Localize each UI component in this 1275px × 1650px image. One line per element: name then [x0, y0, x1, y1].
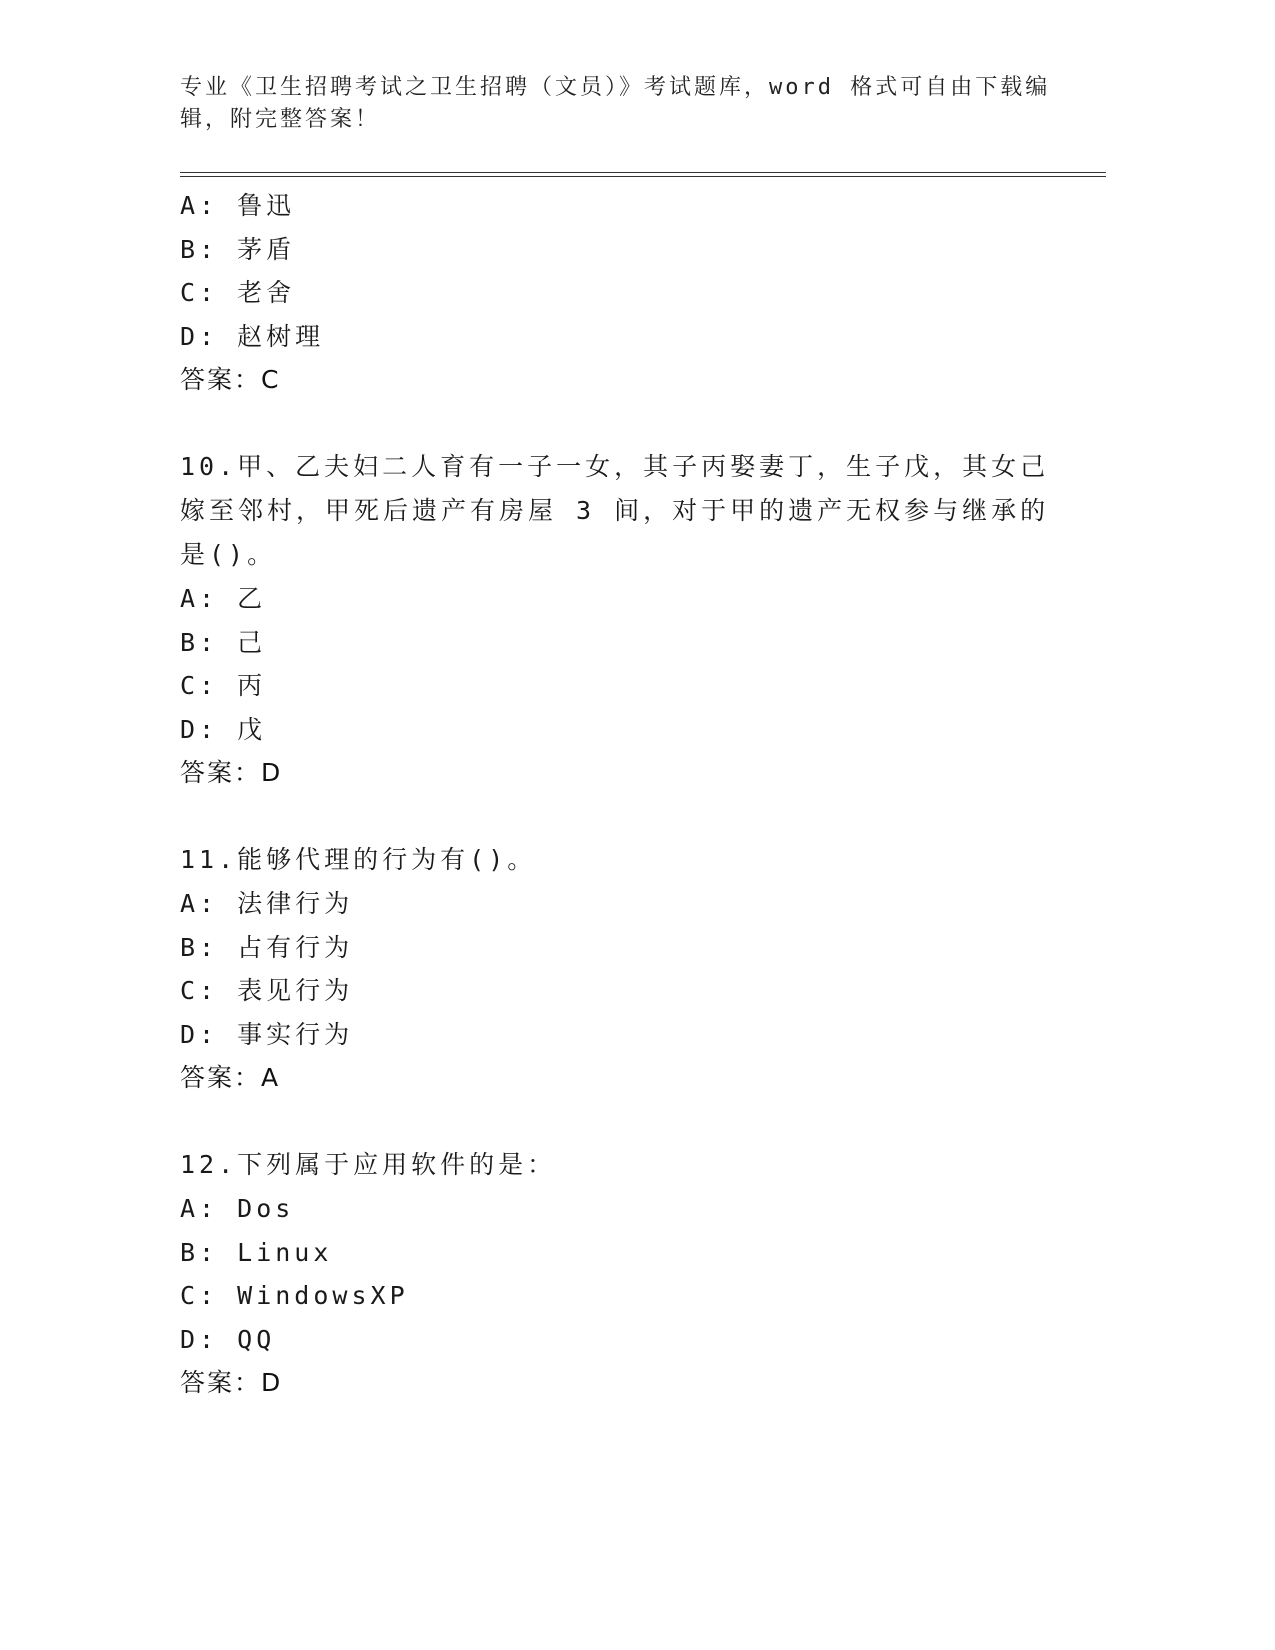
option-b: B: 茅盾: [180, 234, 296, 264]
question-list: [180, 184, 1060, 1405]
option-a: A: 法律行为: [180, 889, 354, 918]
option-c: C: WindowsXP: [180, 1281, 409, 1310]
question-text: 10.甲、乙夫妇二人育有一子一女，其子丙娶妻丁，生子戊，其女己嫁至邻村，甲死后遗产有房屋 3 间，对于甲的遗产无权参与继承的是()。: [180, 452, 1050, 569]
option-d: D: 戊: [180, 714, 267, 744]
question-text: 11.能够代理的行为有()。: [180, 845, 537, 874]
question-block-11: [180, 838, 1060, 1100]
option-d: D: 事实行为: [180, 1019, 354, 1049]
spacer: [180, 402, 1060, 446]
spacer: [180, 795, 1060, 839]
spacer: [180, 1100, 1060, 1144]
question-block-12: [180, 1143, 1060, 1405]
question-text: 12.下列属于应用软件的是：: [180, 1150, 557, 1179]
option-c: C: 表见行为: [180, 976, 354, 1005]
option-b: B: Linux: [180, 1237, 333, 1267]
option-b: B: 己: [180, 627, 267, 657]
option-d: D: QQ: [180, 1324, 276, 1354]
option-d: D: 赵树理: [180, 321, 325, 351]
option-c: C: 丙: [180, 671, 267, 700]
answer-line: 答案：A: [180, 1063, 281, 1092]
answer-line: 答案：D: [180, 1368, 283, 1397]
question-block-10: [180, 445, 1060, 795]
document-header: 专业《卫生招聘考试之卫生招聘（文员）》考试题库，word 格式可自由下载编辑，附完整答案！: [180, 75, 1051, 132]
option-c: C: 老舍: [180, 278, 296, 307]
header-divider-bottom: [180, 176, 1106, 177]
option-a: A: Dos: [180, 1194, 295, 1223]
option-a: A: 乙: [180, 584, 267, 613]
answer-line: 答案：D: [180, 758, 283, 787]
option-b: B: 占有行为: [180, 932, 354, 962]
question-block-continued: [180, 184, 1060, 402]
header-divider-top: [180, 172, 1106, 173]
answer-line: 答案：C: [180, 365, 281, 394]
option-a: A: 鲁迅: [180, 191, 296, 220]
